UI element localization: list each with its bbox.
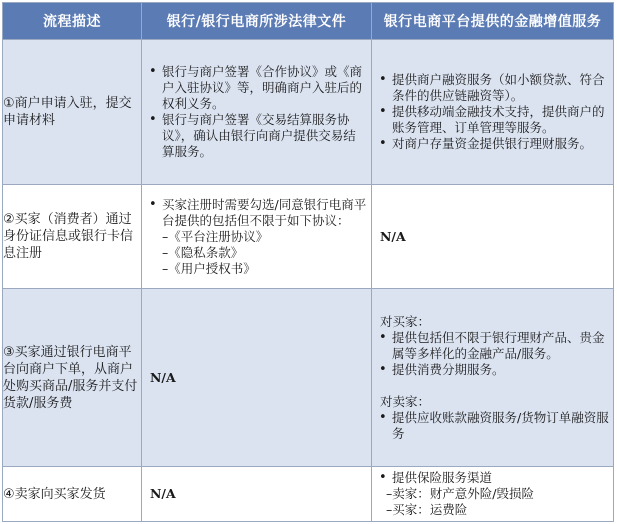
- list-item: • 提供移动端金融技术支持，提供商户的账务管理、订单管理等服务。: [392, 104, 609, 136]
- list-item: • 提供应收账款融资服务/货物订单融资服务: [392, 410, 609, 442]
- header-process: 流程描述: [3, 3, 142, 40]
- step-cell: [3, 467, 142, 522]
- list-item: • 提供商户融资服务（如小额贷款、符合条件的供应链融资等）。: [392, 72, 609, 104]
- seller-service-list: [372, 410, 613, 442]
- service-cell: [372, 185, 614, 289]
- law-cell: [142, 467, 372, 522]
- service-list: [372, 72, 613, 152]
- law-cell: [142, 40, 372, 185]
- agreement-item: –《隐私条款》: [162, 244, 244, 260]
- na-text: N/A: [150, 486, 176, 501]
- law-list: [142, 197, 371, 229]
- insurance-list: [372, 470, 613, 486]
- list-item: • 提供包括但不限于银行理财产品、贵金属等多样化的金融产品/服务。: [392, 330, 609, 362]
- step-cell: [3, 289, 142, 467]
- list-item: • 买家注册时需要勾选/同意银行电商平台提供的包括但不限于如下协议：: [162, 197, 367, 229]
- header-legal-docs: 银行/银行电商所涉法律文件: [142, 3, 372, 40]
- list-item: • 提供保险服务渠道: [392, 470, 609, 486]
- insurance-sub-list: [372, 486, 613, 518]
- table-header-row: [3, 3, 614, 40]
- agreement-list: [142, 229, 371, 277]
- step-cell: [3, 40, 142, 185]
- agreement-item: –《平台注册协议》: [162, 228, 269, 244]
- step-cell: [3, 185, 142, 289]
- step-text: ②买家（消费者）通过身份证信息或银行卡信息注册: [3, 212, 134, 261]
- list-item: • 银行与商户签署《合作协议》或《商户入驻协议》等，明确商户入驻后的权利义务。: [162, 64, 367, 112]
- insurance-item: –买家：运费险: [386, 502, 468, 517]
- header-value-services: 银行电商平台提供的金融增值服务: [372, 3, 614, 40]
- list-item: • 提供消费分期服务。: [392, 362, 609, 378]
- agreement-item: –《用户授权书》: [162, 260, 256, 276]
- table-row: [3, 467, 614, 522]
- step-text: ④卖家向买家发货: [3, 486, 106, 502]
- na-text: N/A: [380, 228, 406, 244]
- service-cell: [372, 467, 614, 522]
- list-item: • 银行与商户签署《交易结算服务协议》，确认由银行向商户提供交易结算服务。: [162, 112, 367, 160]
- insurance-item: –卖家：财产意外险/毁损险: [386, 486, 534, 501]
- law-cell: [142, 289, 372, 467]
- table-row: [3, 40, 614, 185]
- table-row: [3, 185, 614, 289]
- na-text: N/A: [150, 369, 176, 385]
- service-cell: [372, 40, 614, 185]
- seller-title: 对卖家：: [380, 393, 431, 409]
- spacer: [372, 378, 613, 394]
- buyer-service-list: [372, 330, 613, 378]
- buyer-title: 对买家：: [380, 313, 431, 329]
- step-text: ③买家通过银行电商平台向商户下单，从商户处购买商品/服务并支付货款/服务费: [3, 344, 138, 411]
- step-text: ①商户申请入驻，提交申请材料: [3, 96, 132, 128]
- law-cell: [142, 185, 372, 289]
- law-list: [142, 64, 371, 160]
- list-item: • 对商户存量资金提供银行理财服务。: [392, 136, 609, 152]
- legal-services-table: [2, 2, 614, 522]
- service-cell: [372, 289, 614, 467]
- table-row: [3, 289, 614, 467]
